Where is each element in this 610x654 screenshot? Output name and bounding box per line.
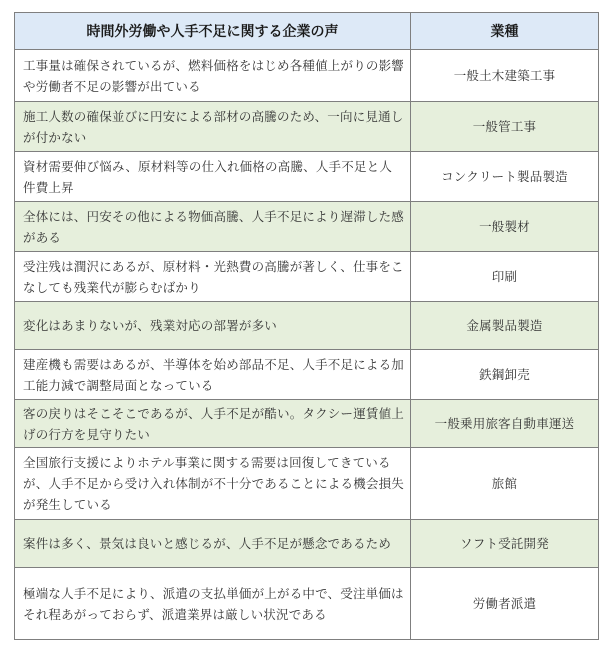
voice-cell: 客の戻りはそこそこであるが、人手不足が酷い。タクシー運賃値上げの行方を見守りたい bbox=[15, 400, 411, 448]
table-row bbox=[15, 448, 599, 520]
industry-cell: 鉄鋼卸売 bbox=[411, 350, 599, 400]
voice-cell: 極端な人手不足により、派遣の支払単価が上がる中で、受注単価はそれ程あがっておらず、派遣業界は厳しい状況である bbox=[15, 568, 411, 640]
table-row bbox=[15, 568, 599, 640]
voices-table bbox=[14, 12, 599, 640]
industry-cell: 一般土木建築工事 bbox=[411, 50, 599, 102]
table-row bbox=[15, 252, 599, 302]
industry-cell: 金属製品製造 bbox=[411, 302, 599, 350]
table-row bbox=[15, 202, 599, 252]
voice-cell: 建産機も需要はあるが、半導体を始め部品不足、人手不足による加工能力減で調整局面となっている bbox=[15, 350, 411, 400]
voice-cell: 施工人数の確保並びに円安による部材の高騰のため、一向に見通しが付かない bbox=[15, 102, 411, 152]
industry-cell: コンクリート製品製造 bbox=[411, 152, 599, 202]
table-row bbox=[15, 400, 599, 448]
industry-cell: 労働者派遣 bbox=[411, 568, 599, 640]
industry-cell: 旅館 bbox=[411, 448, 599, 520]
table-row bbox=[15, 102, 599, 152]
header-industry: 業種 bbox=[411, 13, 599, 50]
industry-cell: 一般乗用旅客自動車運送 bbox=[411, 400, 599, 448]
voice-cell: 変化はあまりないが、残業対応の部署が多い bbox=[15, 302, 411, 350]
voice-cell: 受注残は潤沢にあるが、原材料・光熱費の高騰が著しく、仕事をこなしても残業代が膨らむばかり bbox=[15, 252, 411, 302]
voice-cell: 全国旅行支援によりホテル事業に関する需要は回復してきているが、人手不足から受け入れ体制が不十分であることによる機会損失が発生している bbox=[15, 448, 411, 520]
industry-cell: 印刷 bbox=[411, 252, 599, 302]
header-voice: 時間外労働や人手不足に関する企業の声 bbox=[15, 13, 411, 50]
table-row bbox=[15, 50, 599, 102]
table-row bbox=[15, 152, 599, 202]
voice-cell: 全体には、円安その他による物価高騰、人手不足により遅滞した感がある bbox=[15, 202, 411, 252]
table-row bbox=[15, 302, 599, 350]
table-row bbox=[15, 350, 599, 400]
industry-cell: 一般製材 bbox=[411, 202, 599, 252]
voices-table-container bbox=[14, 12, 598, 640]
industry-cell: ソフト受託開発 bbox=[411, 520, 599, 568]
voice-cell: 資材需要伸び悩み、原材料等の仕入れ価格の高騰、人手不足と人件費上昇 bbox=[15, 152, 411, 202]
industry-cell: 一般管工事 bbox=[411, 102, 599, 152]
table-row bbox=[15, 520, 599, 568]
voice-cell: 工事量は確保されているが、燃料価格をはじめ各種値上がりの影響や労働者不足の影響が出ている bbox=[15, 50, 411, 102]
table-header-row bbox=[15, 13, 599, 50]
voice-cell: 案件は多く、景気は良いと感じるが、人手不足が懸念であるため bbox=[15, 520, 411, 568]
